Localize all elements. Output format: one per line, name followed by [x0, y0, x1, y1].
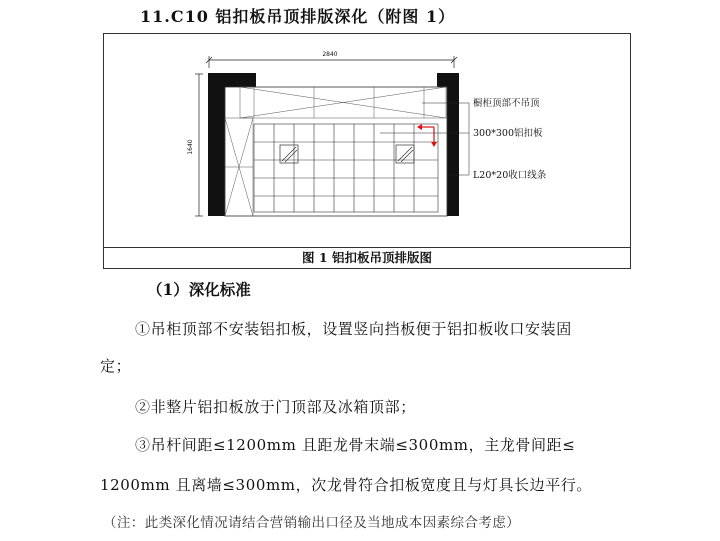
- aluminum-panel-grid: [254, 124, 438, 212]
- corner-marker: [417, 124, 437, 147]
- width-dimension-label: 2840: [322, 51, 338, 58]
- wall-block-right: [447, 73, 459, 216]
- callout-panel-size: 300*300铝扣板: [473, 128, 543, 139]
- light-fixture-left: [280, 145, 298, 163]
- figure-panel: [103, 33, 631, 269]
- height-dimension: [195, 74, 203, 216]
- standards-heading: （1）深化标准: [147, 280, 251, 299]
- cabinet-top-zone: [240, 87, 446, 118]
- callout-no-ceiling: 橱柜顶部不吊顶: [473, 98, 540, 109]
- standard-item-1-continued: 定；: [100, 357, 132, 375]
- figure-caption: 图 1 铝扣板吊顶排版图: [104, 247, 630, 268]
- ceiling-layout-drawing: [104, 34, 632, 250]
- height-dimension-label: 1640: [187, 139, 194, 155]
- standard-item-3: ③吊杆间距≤1200mm 且距龙骨末端≤300mm，主龙骨间距≤: [135, 436, 576, 454]
- light-fixture-right: [396, 145, 414, 163]
- wall-block-left: [208, 73, 225, 216]
- standard-item-3-continued: 1200mm 且离墙≤300mm，次龙骨符合扣板宽度且与灯具长边平行。: [100, 476, 593, 494]
- section-heading: 11.C10 铝扣板吊顶排版深化（附图 1）: [140, 7, 456, 26]
- left-cabinet-zone: [225, 118, 253, 216]
- standard-item-2: ②非整片铝扣板放于门顶部及冰箱顶部；: [135, 398, 416, 416]
- standard-item-1: ①吊柜顶部不安装铝扣板，设置竖向挡板便于铝扣板收口安装固: [135, 320, 572, 338]
- callout-trim-strip: L20*20收口线条: [473, 170, 547, 181]
- footnote: （注：此类深化情况请结合营销输出口径及当地成本因素综合考虑）: [103, 515, 520, 531]
